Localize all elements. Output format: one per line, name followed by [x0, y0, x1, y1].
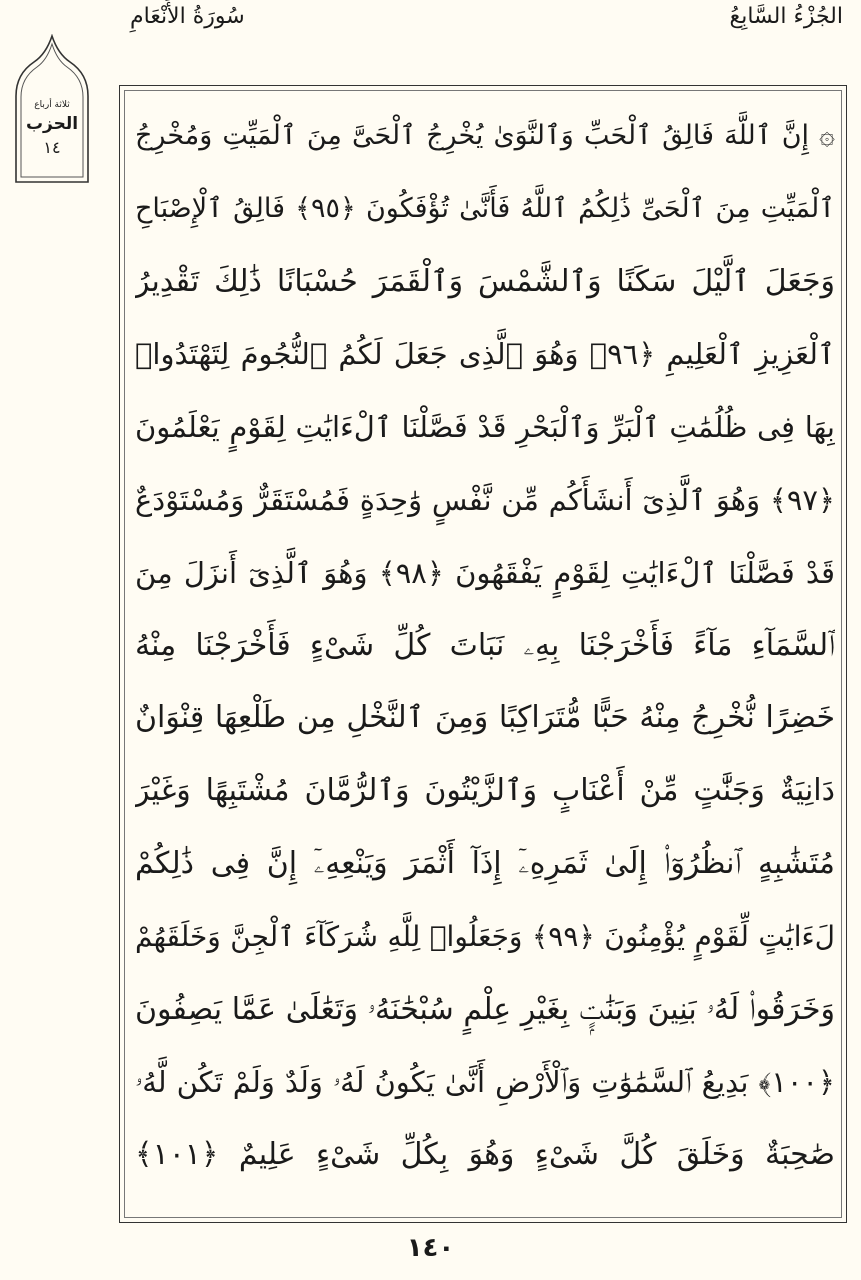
verse-line: وَخَرَقُوا۟ لَهُۥ بَنِينَ وَبَنَٰتٍۭ بِغَيْرِ عِلْمٍ سُبْحَٰنَهُۥ وَتَعَٰلَىٰ عَمَّا يَصِفُونَ [135, 991, 835, 1027]
verse-line: ٱلْمَيِّتِ مِنَ ٱلْحَىِّ ذَٰلِكُمُ ٱللَّهُ فَأَنَّىٰ تُؤْفَكُونَ ﴿٩٥﴾ فَالِقُ ٱلْإِصْبَاحِ [135, 192, 835, 224]
verse-line: دَانِيَةٌ وَجَنَّٰتٍ مِّنْ أَعْنَابٍ وَٱلزَّيْتُونَ وَٱلرُّمَّانَ مُشْتَبِهًا وَغَيْرَ [135, 773, 835, 809]
page-number: ١٤٠ [406, 1233, 455, 1263]
verse-line: قَدْ فَصَّلْنَا ٱلْءَايَٰتِ لِقَوْمٍ يَفْقَهُونَ ﴿٩٨﴾ وَهُوَ ٱلَّذِىٓ أَنزَلَ مِنَ [135, 555, 835, 590]
verse-line: ﴿٩٧﴾ وَهُوَ ٱلَّذِىٓ أَنشَأَكُم مِّن نَّفْسٍ وَٰحِدَةٍ فَمُسْتَقَرٌّ وَمُسْتَوْدَعٌ [135, 482, 835, 517]
verse-line: خَضِرًا نُّخْرِجُ مِنْهُ حَبًّا مُّتَرَاكِبًا وَمِنَ ٱلنَّخْلِ مِن طَلْعِهَا قِنْوَانٌ [135, 700, 835, 736]
verse-line: وَجَعَلَ ٱلَّيْلَ سَكَنًا وَٱلشَّمْسَ وَٱلْقَمَرَ حُسْبَانًا ذَٰلِكَ تَقْدِيرُ [135, 263, 835, 299]
verse-text-block [135, 100, 835, 1192]
hizb-marker [10, 34, 94, 184]
verse-line: ٱلسَّمَآءِ مَآءً فَأَخْرَجْنَا بِهِۦ نَبَاتَ كُلِّ شَىْءٍ فَأَخْرَجْنَا مِنْهُ [135, 627, 835, 663]
verse-line: ۞ إِنَّ ٱللَّهَ فَالِقُ ٱلْحَبِّ وَٱلنَّوَىٰ يُخْرِجُ ٱلْحَىَّ مِنَ ٱلْمَيِّتِ وَمُخْرِجُ [135, 120, 835, 151]
hizb-label: الحزب [25, 114, 79, 134]
surah-title: سُورَةُ الأَنْعَامِ [130, 4, 245, 29]
verse-line: ٱلْعَزِيزِ ٱلْعَلِيمِ ﴿٩٦﴾ وَهُوَ ٱلَّذِى جَعَلَ لَكُمُ ٱلنُّجُومَ لِتَهْتَدُوا۟ [135, 337, 835, 372]
hizb-quarter-label: ثلاثة أرباع [34, 100, 70, 110]
hizb-number: ١٤ [43, 138, 61, 157]
juz-title: الجُزْءُ السَّابِعُ [729, 4, 843, 29]
verse-line: مُتَشَٰبِهٍ ٱنظُرُوٓا۟ إِلَىٰ ثَمَرِهِۦٓ إِذَآ أَثْمَرَ وَيَنْعِهِۦٓ إِنَّ فِى ذَٰلِكُمْ [135, 845, 835, 881]
verse-line: بِهَا فِى ظُلُمَٰتِ ٱلْبَرِّ وَٱلْبَحْرِ قَدْ فَصَّلْنَا ٱلْءَايَٰتِ لِقَوْمٍ يَعْلَمُونَ [135, 410, 835, 445]
verse-line: لَءَايَٰتٍ لِّقَوْمٍ يُؤْمِنُونَ ﴿٩٩﴾ وَجَعَلُوا۟ لِلَّهِ شُرَكَآءَ ٱلْجِنَّ وَخَلَقَهُمْ [135, 919, 835, 953]
verse-line: ﴿١٠٠﴾ بَدِيعُ ٱلسَّمَٰوَٰتِ وَٱلْأَرْضِ أَنَّىٰ يَكُونُ لَهُۥ وَلَدٌ وَلَمْ تَكُن لَّهُۥ [135, 1065, 835, 1100]
verse-line: صَٰحِبَةٌ وَخَلَقَ كُلَّ شَىْءٍ وَهُوَ بِكُلِّ شَىْءٍ عَلِيمٌ ﴿١٠١﴾ [135, 1137, 835, 1173]
